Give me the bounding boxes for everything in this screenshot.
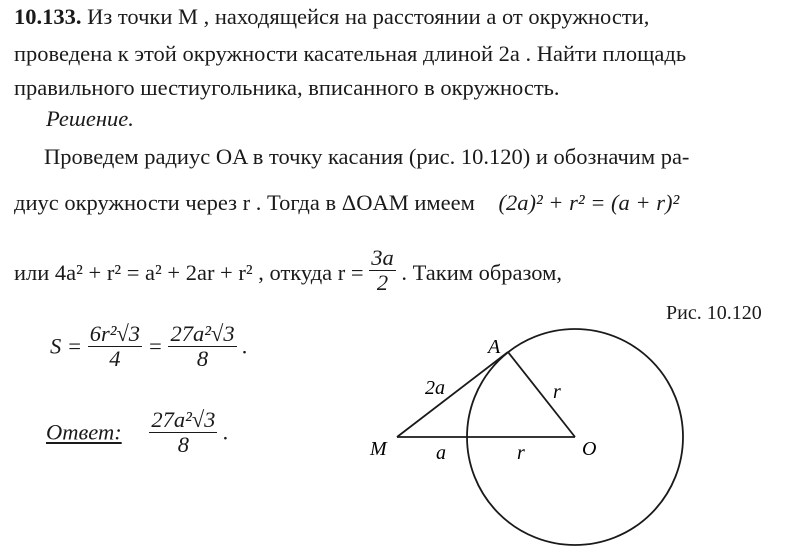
- answer-end: .: [223, 419, 229, 445]
- label-tangent-length: 2a: [425, 377, 445, 399]
- equation-triangle: (2a)² + r² = (a + r)²: [498, 190, 680, 215]
- tangent-ma: [397, 352, 508, 437]
- label-segment-r: r: [517, 442, 525, 464]
- label-a: A: [488, 336, 501, 358]
- area-fraction-1-num: 6r²√3: [89, 321, 141, 346]
- answer-label: Ответ:: [46, 419, 122, 445]
- label-radius: r: [553, 381, 561, 403]
- area-equals: =: [147, 333, 163, 359]
- radius-oa: [508, 352, 575, 437]
- figure-caption: Рис. 10.120: [666, 302, 762, 324]
- label-m: M: [370, 438, 387, 460]
- fraction-radius-num: 3a: [371, 245, 394, 270]
- area-fraction-2-num: 27a²√3: [170, 321, 235, 346]
- label-o: O: [582, 438, 597, 460]
- solution-text-2: диус окружности через r . Тогда в ΔOAM имеем: [14, 190, 475, 215]
- problem-line-2: проведена к этой окружности касательная длиной 2a . Найти площадь: [14, 41, 687, 66]
- area-end: .: [242, 333, 248, 359]
- equation-expanded: или 4a² + r² = a² + 2ar + r² , откуда r =: [14, 259, 364, 285]
- area-fraction-1-den: 4: [109, 345, 121, 371]
- label-segment-a: a: [436, 442, 446, 464]
- problem-number: 10.133.: [14, 4, 82, 29]
- solution-heading: Решение.: [46, 106, 134, 131]
- answer-fraction-den: 8: [177, 431, 189, 457]
- problem-text-1: Из точки M , находящейся на расстоянии a от окружности,: [81, 4, 650, 29]
- solution-text-3: . Таким образом,: [401, 259, 562, 285]
- area-fraction-2-den: 8: [196, 345, 209, 371]
- answer-fraction-num: 27a²√3: [151, 407, 216, 432]
- problem-line-3: правильного шестиугольника, вписанного в окружность.: [14, 75, 560, 100]
- area-lhs: S =: [50, 333, 83, 359]
- fraction-radius-den: 2: [376, 269, 389, 295]
- solution-line-1: Проведем радиус OA в точку касания (рис. 10.120) и обозначим ра-: [44, 144, 690, 169]
